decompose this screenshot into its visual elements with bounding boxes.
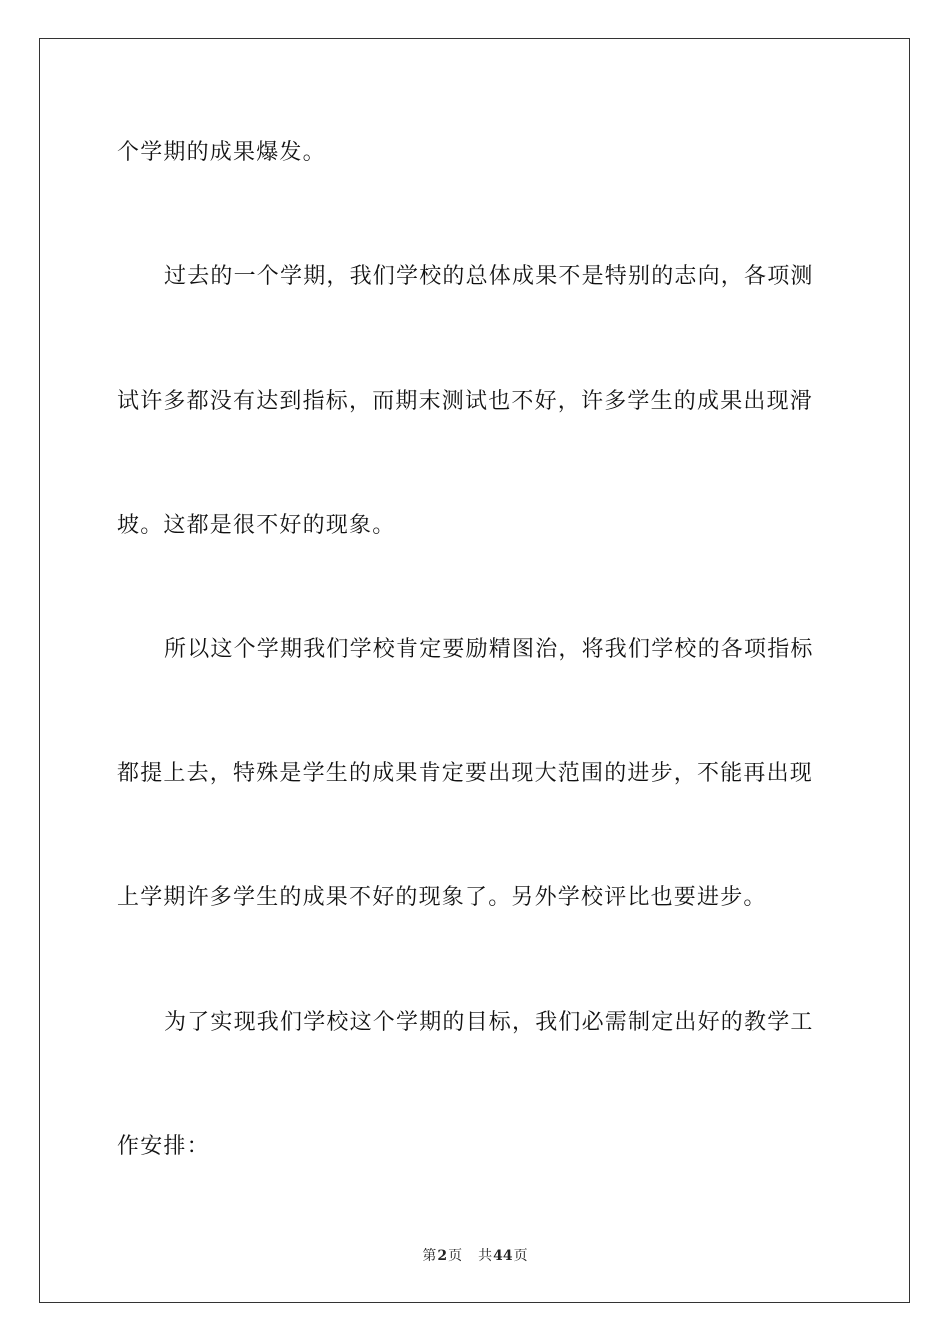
page-number: 2 — [437, 1248, 448, 1264]
paragraph-3-line-3: 上学期许多学生的成果不好的现象了。另外学校评比也要进步。 — [117, 885, 767, 910]
total-prefix: 共 — [478, 1248, 493, 1264]
page-footer — [0, 1247, 950, 1265]
total-suffix: 页 — [513, 1248, 528, 1264]
page-border — [39, 38, 910, 1303]
total-pages: 44 — [493, 1248, 513, 1264]
paragraph-2-line-1: 过去的一个学期，我们学校的总体成果不是特别的志向，各项测 — [164, 264, 814, 289]
paragraph-3-line-2: 都提上去，特殊是学生的成果肯定要出现大范围的进步，不能再出现 — [117, 761, 814, 786]
paragraph-4-line-1: 为了实现我们学校这个学期的目标，我们必需制定出好的教学工 — [164, 1010, 814, 1035]
page-suffix: 页 — [448, 1248, 463, 1264]
text-line-1: 个学期的成果爆发。 — [117, 140, 326, 165]
paragraph-3-line-1: 所以这个学期我们学校肯定要励精图治，将我们学校的各项指标 — [164, 637, 814, 662]
paragraph-2-line-2: 试许多都没有达到指标，而期末测试也不好，许多学生的成果出现滑 — [117, 389, 814, 414]
paragraph-4-line-2: 作安排： — [117, 1134, 210, 1159]
page-prefix: 第 — [422, 1248, 437, 1264]
paragraph-2-line-3: 坡。这都是很不好的现象。 — [117, 513, 396, 538]
